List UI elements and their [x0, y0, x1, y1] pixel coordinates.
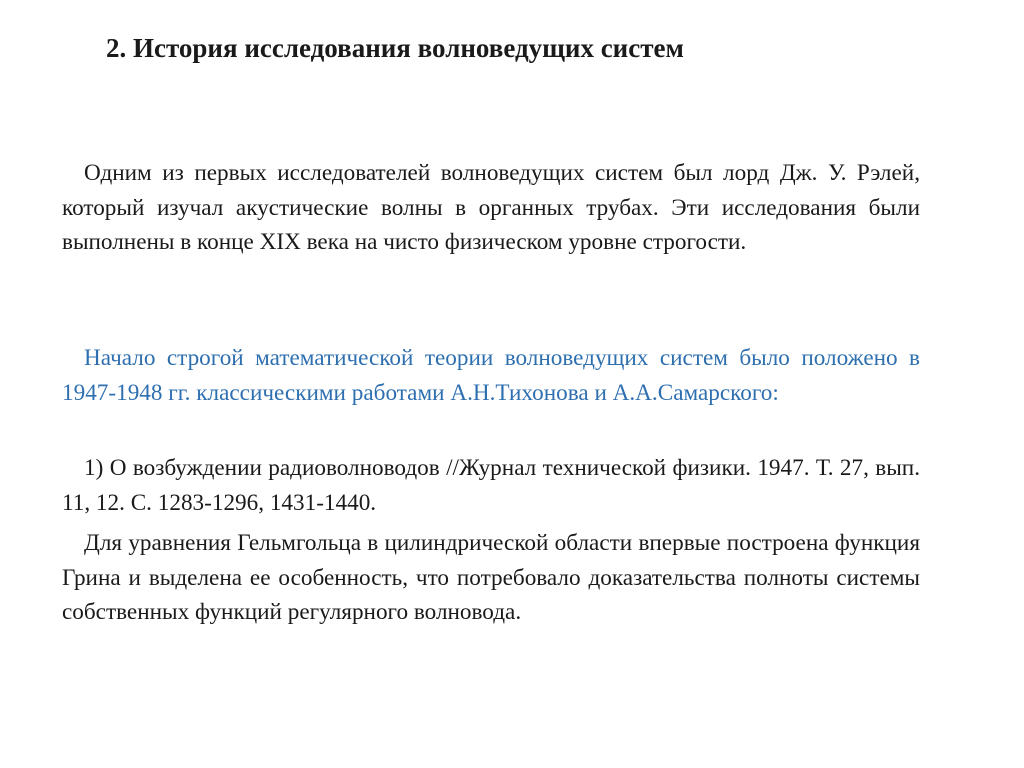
slide-title: 2. История исследования волноведущих систем: [106, 33, 684, 63]
paragraph-helmholtz: Для уравнения Гельмгольца в цилиндрической области впервые построена функция Грина и выделена ее особенность, что потребовало доказательства полноты системы собственных функций регулярного волновода.: [62, 530, 920, 625]
paragraph-reference: 1) О возбуждении радиоволноводов //Журнал технической физики. 1947. Т. 27, вып. 11, 12. С. 1283-1296, 1431-1440.: [62, 455, 920, 516]
paragraph-tikhonov-samarsky: Начало строгой математической теории волноведущих систем было положено в 1947-1948 гг. классическими работами А.Н.Тихонова и А.А.Самарского:: [62, 345, 920, 406]
paragraph-rayleigh: Одним из первых исследователей волноведущих систем был лорд Дж. У. Рэлей, который изучал акустические волны в органных трубах. Эти исследования были выполнены в конце XIX века на чисто физическом уровне строгости.: [62, 160, 920, 255]
